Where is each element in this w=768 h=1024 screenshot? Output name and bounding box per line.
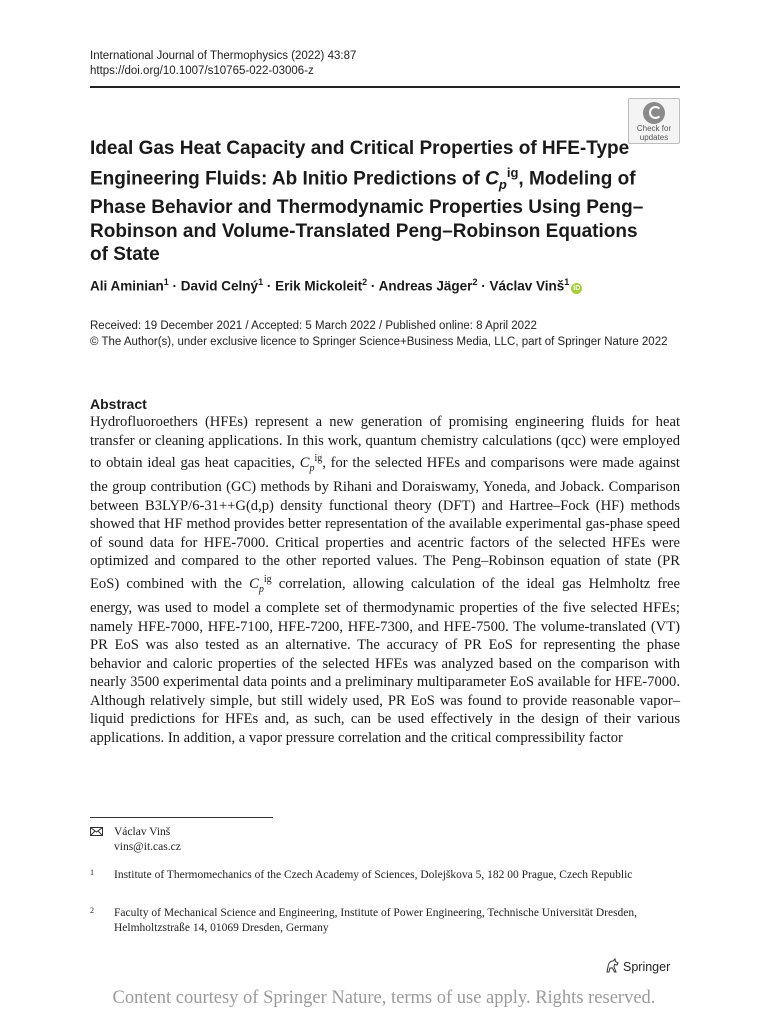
author-name[interactable]: Václav Vinš: [489, 278, 565, 294]
author-name[interactable]: Andreas Jäger: [378, 278, 473, 294]
affiliation-number: 2: [90, 906, 94, 915]
affiliation-text: Faculty of Mechanical Science and Engineering, Institute of Power Engineering, Technische Universität Dresden, Helmholtzstraße 14, 01069 Dresden, Germany: [114, 907, 638, 934]
title-cp-symbol: C: [485, 167, 499, 189]
author-separator: ·: [477, 278, 490, 294]
title-part-1: Ideal Gas Heat Capacity and Critical Properties of HFE-Type Engineering Fluids: Ab Initio Predictions of: [90, 138, 630, 189]
doi-link[interactable]: https://doi.org/10.1007/s10765-022-03006-z: [90, 65, 314, 77]
abstract-body: [90, 413, 680, 747]
footnote-rule: [90, 817, 273, 818]
journal-header: [90, 49, 356, 79]
abstract-cp-symbol: C: [249, 575, 259, 592]
journal-citation: International Journal of Thermophysics (2022) 43:87: [90, 50, 357, 62]
author-affiliation-mark: 2: [362, 277, 368, 287]
title-cp-sup: ig: [506, 164, 519, 180]
springer-wordmark: Springer: [623, 960, 671, 974]
author-affiliation-mark: 1: [258, 277, 264, 287]
envelope-icon[interactable]: [90, 827, 103, 836]
title-part-2: , Modeling of Phase Behavior and Thermodynamic Properties Using Peng–Robinson and Volume-Translated Peng–Robinson Equations of State: [90, 167, 644, 266]
author-name[interactable]: Erik Mickoleit: [275, 278, 363, 294]
author-separator: ·: [263, 278, 276, 294]
abstract-segment-1: Hydrofluoroethers (HFEs) represent a new generation of promising engineering fluids for heat transfer or cleaning applications. In this work, quantum chemistry calculations (qcc) were employed to obtain ideal gas heat capacities,: [90, 414, 680, 471]
author-name[interactable]: Ali Aminian: [90, 278, 164, 294]
abstract-cp-sup: ig: [314, 453, 323, 464]
check-updates-line2: updates: [639, 133, 669, 142]
abstract-segment-3: correlation, allowing calculation of the ideal gas Helmholtz free energy, was used to model a complete set of thermodynamic properties of the five selected HFEs; namely HFE-7000, HFE-7100, HFE-7200, HFE-7300, and HFE-7500. The volume-translated (VT) PR EoS was also tested as an alternative. The accuracy of PR EoS for representing the phase behavior and caloric properties of the selected HFEs was analyzed based on the comparison with nearly 3500 experimental data points and a preliminary multiparameter EoS available for HFE-7000. Although relatively simple, but still widely used, PR EoS was found to provide reasonable vapor–liquid predictions for HFEs and, as such, can be used effectively in the design of their various applications. In addition, a vapor pressure correlation and the critical compressibility factor: [90, 575, 680, 746]
springer-horse-icon: [604, 958, 620, 974]
affiliation-text: Institute of Thermomechanics of the Czech Academy of Sciences, Dolejškova 5, 182 00 Prague, Czech Republic: [114, 869, 633, 881]
copyright-notice: © The Author(s), under exclusive licence to Springer Science+Business Media, LLC, part of Springer Nature 2022: [90, 335, 668, 348]
check-updates-line1: Check for: [636, 124, 672, 133]
author-name[interactable]: David Celný: [180, 278, 259, 294]
publication-dates: [90, 319, 680, 350]
header-rule: [90, 86, 680, 88]
courtesy-watermark: Content courtesy of Springer Nature, terms of use apply. Rights reserved.: [112, 988, 656, 1008]
abstract-cp-sub: p: [309, 462, 315, 474]
author-list: [90, 277, 582, 294]
paper-title: [90, 137, 650, 267]
check-updates-icon: [643, 102, 665, 124]
author-affiliation-mark: 1: [564, 277, 570, 287]
corresponding-author-email[interactable]: vins@it.cas.cz: [114, 841, 181, 853]
abstract-heading: Abstract: [90, 396, 147, 412]
author-affiliation-mark: 1: [163, 277, 169, 287]
abstract-cp-sub: p: [258, 583, 264, 595]
abstract-segment-2: , for the selected HFEs and comparisons were made against the group contribution (GC) methods by Rihani and Doraiswamy, Yoneda, and Joback. Comparison between B3LYP/6-31++G(d,p) density functional theory (DFT) and Hartree–Fock (HF) methods showed that HF method provides better representation of the available experimental gas-phase speed of sound data for HFE-7000. Critical properties and acentric factors of the selected HFEs were optimized and compared to the other reported values. The Peng–Robinson equation of state (PR EoS) combined with the: [90, 454, 680, 592]
author-separator: ·: [168, 278, 181, 294]
corresponding-author-name: Václav Vinš: [114, 826, 171, 838]
abstract-cp-symbol: C: [299, 454, 310, 471]
orcid-icon[interactable]: iD: [573, 284, 581, 292]
author-affiliation-mark: 2: [472, 277, 478, 287]
title-cp-sub: p: [498, 176, 507, 192]
author-separator: ·: [367, 278, 379, 294]
affiliation-number: 1: [90, 868, 94, 877]
abstract-cp-sup: ig: [263, 573, 272, 585]
springer-logo: [604, 958, 670, 974]
received-accepted-published: Received: 19 December 2021 / Accepted: 5 March 2022 / Published online: 8 April 2022: [90, 320, 537, 332]
